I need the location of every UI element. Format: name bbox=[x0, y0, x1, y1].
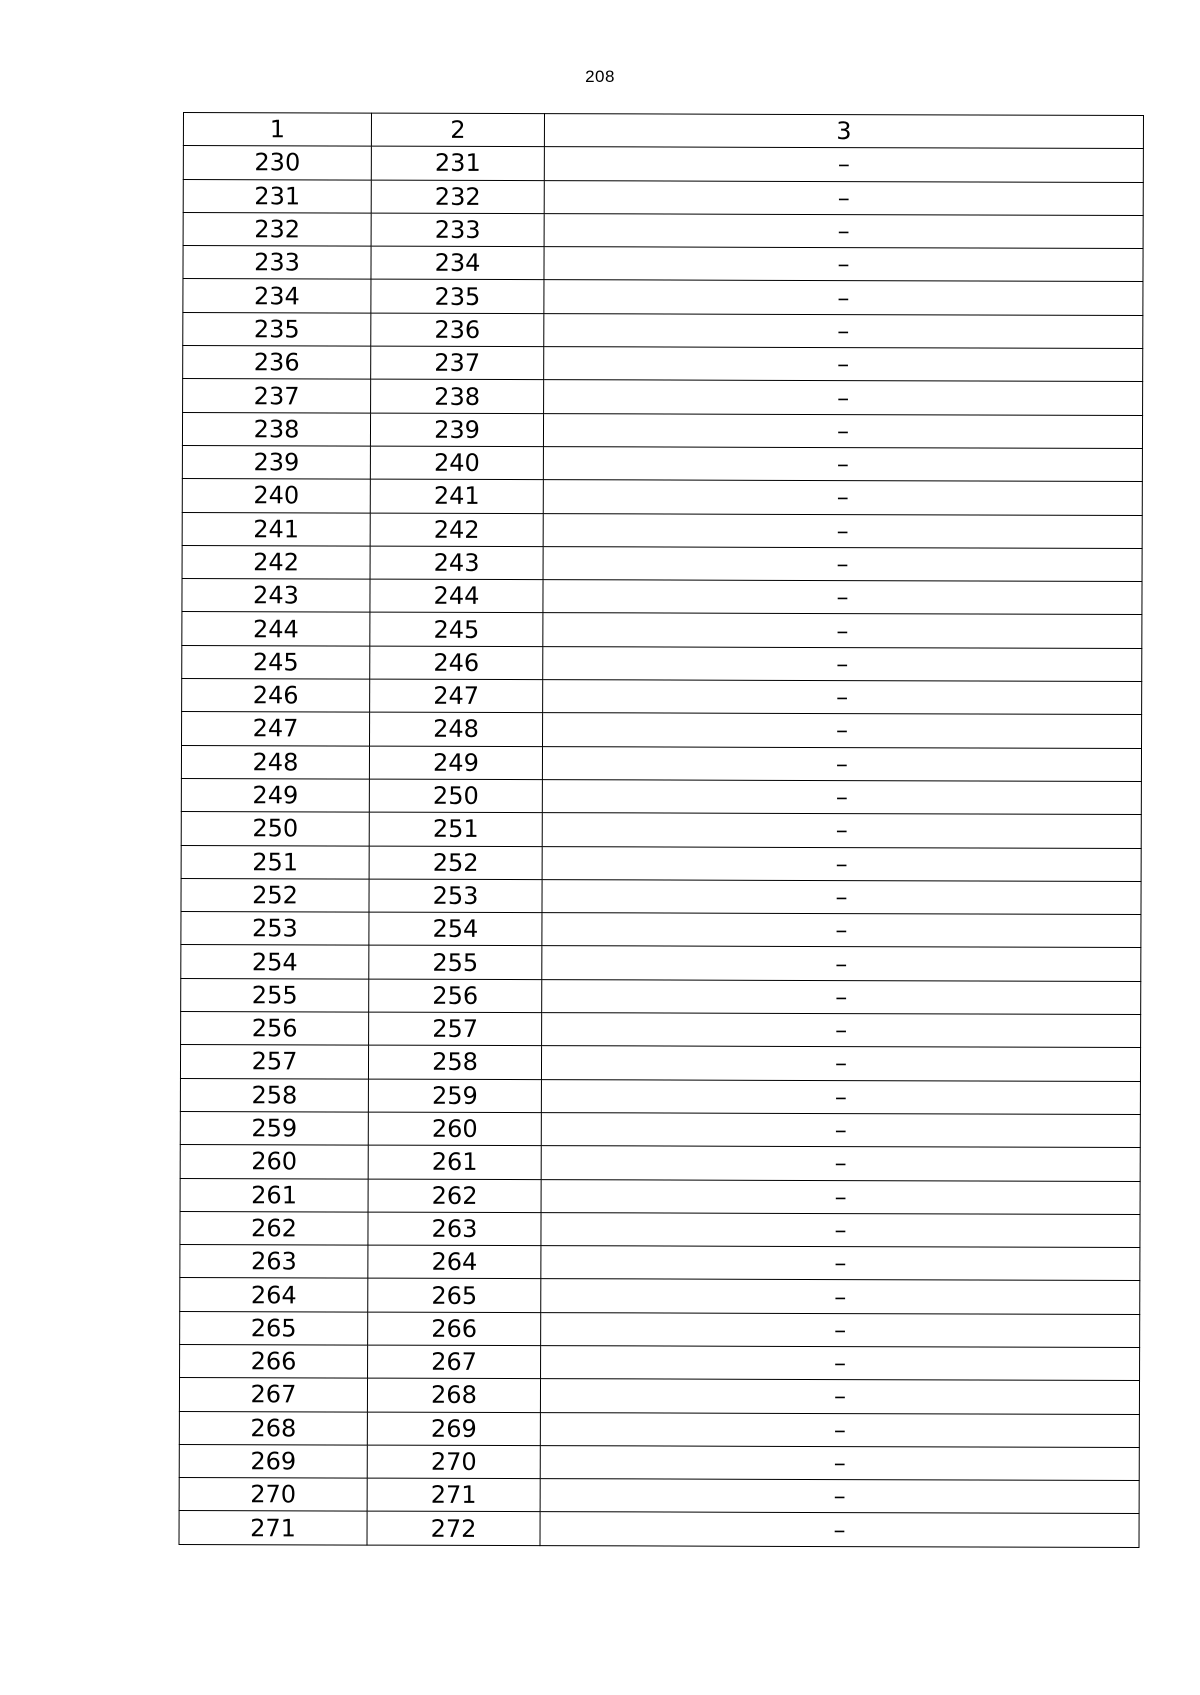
table-cell-col-3: – bbox=[542, 1013, 1141, 1048]
table-cell-col-2: 268 bbox=[367, 1378, 540, 1412]
table-cell-col-3: – bbox=[544, 280, 1143, 315]
table-row bbox=[180, 1178, 1140, 1214]
table-cell-col-3: – bbox=[543, 580, 1142, 615]
table-cell-col-2: 246 bbox=[370, 646, 543, 680]
table-row bbox=[182, 512, 1142, 548]
table-cell-col-1: 235 bbox=[183, 312, 371, 346]
table-cell-col-2: 254 bbox=[369, 912, 542, 946]
table-cell-col-3: – bbox=[540, 1446, 1139, 1481]
table-cell-col-1: 263 bbox=[180, 1245, 368, 1279]
table-cell-col-1: 237 bbox=[183, 379, 371, 413]
table-cell-col-3: – bbox=[543, 646, 1142, 681]
table-cell-col-1: 252 bbox=[181, 878, 369, 912]
table-cell-col-3: – bbox=[540, 1512, 1139, 1547]
table-row bbox=[183, 179, 1143, 215]
table-row bbox=[181, 945, 1141, 981]
table-cell-col-3: – bbox=[542, 813, 1141, 848]
table-row bbox=[181, 912, 1141, 948]
table-cell-col-3: – bbox=[543, 680, 1142, 715]
data-table bbox=[178, 112, 1143, 1548]
table-row bbox=[180, 1078, 1140, 1114]
table-cell-col-2: 259 bbox=[368, 1079, 541, 1113]
table-cell-col-1: 264 bbox=[180, 1278, 368, 1312]
table-row bbox=[179, 1444, 1139, 1480]
table-cell-col-1: 245 bbox=[182, 645, 370, 679]
table-cell-col-1: 265 bbox=[180, 1311, 368, 1345]
table-cell-col-1: 243 bbox=[182, 579, 370, 613]
table-cell-col-1: 249 bbox=[181, 778, 369, 812]
table-row bbox=[183, 212, 1143, 248]
table-row bbox=[182, 412, 1142, 448]
table-cell-col-3: – bbox=[541, 1179, 1140, 1214]
table-row bbox=[180, 1045, 1140, 1081]
table-cell-col-2: 231 bbox=[371, 146, 544, 180]
table-cell-col-2: 257 bbox=[369, 1012, 542, 1046]
table-row bbox=[182, 612, 1142, 648]
table-cell-col-2: 264 bbox=[368, 1245, 541, 1279]
table-cell-col-3: – bbox=[540, 1479, 1139, 1514]
table-cell-col-2: 248 bbox=[370, 712, 543, 746]
table-cell-col-1: 238 bbox=[182, 412, 370, 446]
table-row bbox=[181, 812, 1141, 848]
table-row bbox=[181, 845, 1141, 881]
table-row bbox=[180, 1278, 1140, 1314]
table-cell-col-2: 247 bbox=[370, 679, 543, 713]
table-cell-col-3: – bbox=[544, 313, 1143, 348]
table-cell-col-2: 265 bbox=[368, 1278, 541, 1312]
table-cell-col-2: 241 bbox=[370, 479, 543, 513]
table-cell-col-2: 262 bbox=[368, 1179, 541, 1213]
table-cell-col-2: 261 bbox=[368, 1145, 541, 1179]
table-cell-col-1: 256 bbox=[181, 1012, 369, 1046]
table-cell-col-3: – bbox=[543, 447, 1142, 482]
table-cell-col-2: 260 bbox=[368, 1112, 541, 1146]
table-cell-col-1: 271 bbox=[179, 1511, 367, 1545]
table-cell-col-1: 269 bbox=[179, 1444, 367, 1478]
table-cell-col-2: 234 bbox=[371, 246, 544, 280]
table-row bbox=[182, 712, 1142, 748]
table-body bbox=[179, 146, 1143, 1547]
table-cell-col-3: – bbox=[543, 413, 1142, 448]
table-cell-col-3: – bbox=[542, 846, 1141, 881]
table-cell-col-2: 252 bbox=[369, 846, 542, 880]
table-cell-col-2: 266 bbox=[368, 1312, 541, 1346]
table-cell-col-2: 267 bbox=[368, 1345, 541, 1379]
table-cell-col-3: – bbox=[544, 180, 1143, 215]
table-row bbox=[181, 878, 1141, 914]
table-cell-col-3: – bbox=[543, 513, 1142, 548]
table-cell-col-3: – bbox=[543, 613, 1142, 648]
table-cell-col-1: 230 bbox=[183, 146, 371, 180]
table-cell-col-3: – bbox=[541, 1046, 1140, 1081]
table-row bbox=[181, 978, 1141, 1014]
table-cell-col-1: 233 bbox=[183, 246, 371, 280]
table-cell-col-1: 231 bbox=[183, 179, 371, 213]
table-row bbox=[183, 246, 1143, 282]
table-row bbox=[180, 1145, 1140, 1181]
table-cell-col-1: 242 bbox=[182, 545, 370, 579]
table-cell-col-2: 251 bbox=[369, 812, 542, 846]
table-cell-col-3: – bbox=[542, 913, 1141, 948]
table-cell-col-3: – bbox=[544, 247, 1143, 282]
table-cell-col-3: – bbox=[543, 713, 1142, 748]
table-cell-col-2: 256 bbox=[369, 979, 542, 1013]
table-cell-col-3: – bbox=[542, 879, 1141, 914]
table-cell-col-1: 244 bbox=[182, 612, 370, 646]
table-cell-col-3: – bbox=[541, 1279, 1140, 1314]
table-cell-col-2: 253 bbox=[369, 879, 542, 913]
table-cell-col-1: 258 bbox=[180, 1078, 368, 1112]
table-cell-col-3: – bbox=[542, 780, 1141, 815]
table-cell-col-3: – bbox=[541, 1346, 1140, 1381]
table-cell-col-2: 245 bbox=[370, 613, 543, 647]
table-cell-col-2: 243 bbox=[370, 546, 543, 580]
table-cell-col-3: – bbox=[541, 1146, 1140, 1181]
table-cell-col-3: – bbox=[542, 946, 1141, 981]
table-cell-col-3: – bbox=[541, 1312, 1140, 1347]
table-cell-col-1: 239 bbox=[182, 445, 370, 479]
table-cell-col-3: – bbox=[543, 480, 1142, 515]
table-row bbox=[182, 579, 1142, 615]
column-header-1: 1 bbox=[183, 113, 371, 147]
table-cell-col-1: 236 bbox=[183, 346, 371, 380]
header-row bbox=[183, 113, 1143, 149]
table-cell-col-1: 266 bbox=[180, 1344, 368, 1378]
table-cell-col-1: 260 bbox=[180, 1145, 368, 1179]
table-row bbox=[181, 778, 1141, 814]
table-cell-col-3: – bbox=[543, 546, 1142, 581]
table-cell-col-1: 270 bbox=[179, 1478, 367, 1512]
table-row bbox=[181, 1012, 1141, 1048]
table-row bbox=[182, 545, 1142, 581]
table-cell-col-2: 271 bbox=[367, 1478, 540, 1512]
table-cell-col-2: 240 bbox=[370, 446, 543, 480]
table-cell-col-2: 255 bbox=[369, 946, 542, 980]
table-row bbox=[180, 1111, 1140, 1147]
table-header bbox=[183, 113, 1143, 149]
table-cell-col-2: 270 bbox=[367, 1445, 540, 1479]
table-cell-col-3: – bbox=[541, 1079, 1140, 1114]
table-cell-col-2: 263 bbox=[368, 1212, 541, 1246]
table-cell-col-3: – bbox=[542, 979, 1141, 1014]
table-row bbox=[182, 679, 1142, 715]
table-row bbox=[179, 1378, 1139, 1414]
table-cell-col-3: – bbox=[541, 1212, 1140, 1247]
table-row bbox=[180, 1344, 1140, 1380]
table-row bbox=[179, 1411, 1139, 1447]
table-row bbox=[183, 379, 1143, 415]
table-row bbox=[182, 479, 1142, 515]
table-row bbox=[180, 1245, 1140, 1281]
table-row bbox=[183, 312, 1143, 348]
table-cell-col-3: – bbox=[540, 1412, 1139, 1447]
table-cell-col-2: 242 bbox=[370, 513, 543, 547]
table-cell-col-3: – bbox=[542, 746, 1141, 781]
table-cell-col-1: 247 bbox=[182, 712, 370, 746]
table-cell-col-1: 251 bbox=[181, 845, 369, 879]
table-cell-col-1: 267 bbox=[179, 1378, 367, 1412]
table-row bbox=[181, 745, 1141, 781]
table-row bbox=[183, 346, 1143, 382]
table-cell-col-3: – bbox=[541, 1113, 1140, 1148]
table-cell-col-2: 269 bbox=[367, 1412, 540, 1446]
table-row bbox=[179, 1511, 1139, 1547]
table-cell-col-1: 232 bbox=[183, 212, 371, 246]
table-cell-col-1: 246 bbox=[182, 679, 370, 713]
table-cell-col-2: 250 bbox=[369, 779, 542, 813]
table-cell-col-1: 268 bbox=[179, 1411, 367, 1445]
table-cell-col-3: – bbox=[541, 1246, 1140, 1281]
table-cell-col-1: 248 bbox=[181, 745, 369, 779]
table-cell-col-3: – bbox=[540, 1379, 1139, 1414]
table-cell-col-3: – bbox=[544, 147, 1143, 182]
table-cell-col-1: 257 bbox=[180, 1045, 368, 1079]
table-cell-col-1: 241 bbox=[182, 512, 370, 546]
table-cell-col-3: – bbox=[544, 347, 1143, 382]
table-cell-col-2: 233 bbox=[371, 213, 544, 247]
table-cell-col-2: 232 bbox=[371, 180, 544, 214]
table-cell-col-2: 236 bbox=[371, 313, 544, 347]
table-row bbox=[180, 1211, 1140, 1247]
table-cell-col-2: 258 bbox=[368, 1045, 541, 1079]
table-cell-col-1: 240 bbox=[182, 479, 370, 513]
table-cell-col-1: 253 bbox=[181, 912, 369, 946]
table-cell-col-1: 261 bbox=[180, 1178, 368, 1212]
table-row bbox=[182, 445, 1142, 481]
table-cell-col-2: 239 bbox=[370, 413, 543, 447]
table-row bbox=[180, 1311, 1140, 1347]
table-cell-col-3: – bbox=[544, 214, 1143, 249]
table-cell-col-1: 254 bbox=[181, 945, 369, 979]
table-cell-col-2: 237 bbox=[371, 346, 544, 380]
table-row bbox=[183, 146, 1143, 182]
table-row bbox=[183, 279, 1143, 315]
table-cell-col-2: 272 bbox=[367, 1512, 540, 1546]
table-cell-col-1: 250 bbox=[181, 812, 369, 846]
table-cell-col-1: 262 bbox=[180, 1211, 368, 1245]
table-cell-col-2: 249 bbox=[369, 746, 542, 780]
table-cell-col-1: 255 bbox=[181, 978, 369, 1012]
table-cell-col-1: 234 bbox=[183, 279, 371, 313]
page-number: 208 bbox=[585, 67, 615, 86]
table-cell-col-2: 235 bbox=[371, 280, 544, 314]
column-header-3: 3 bbox=[544, 114, 1143, 149]
table-cell-col-1: 259 bbox=[180, 1111, 368, 1145]
table-cell-col-2: 244 bbox=[370, 579, 543, 613]
table-row bbox=[179, 1478, 1139, 1514]
column-header-2: 2 bbox=[371, 113, 544, 147]
table-cell-col-2: 238 bbox=[371, 379, 544, 413]
table-cell-col-3: – bbox=[544, 380, 1143, 415]
table-row bbox=[182, 645, 1142, 681]
